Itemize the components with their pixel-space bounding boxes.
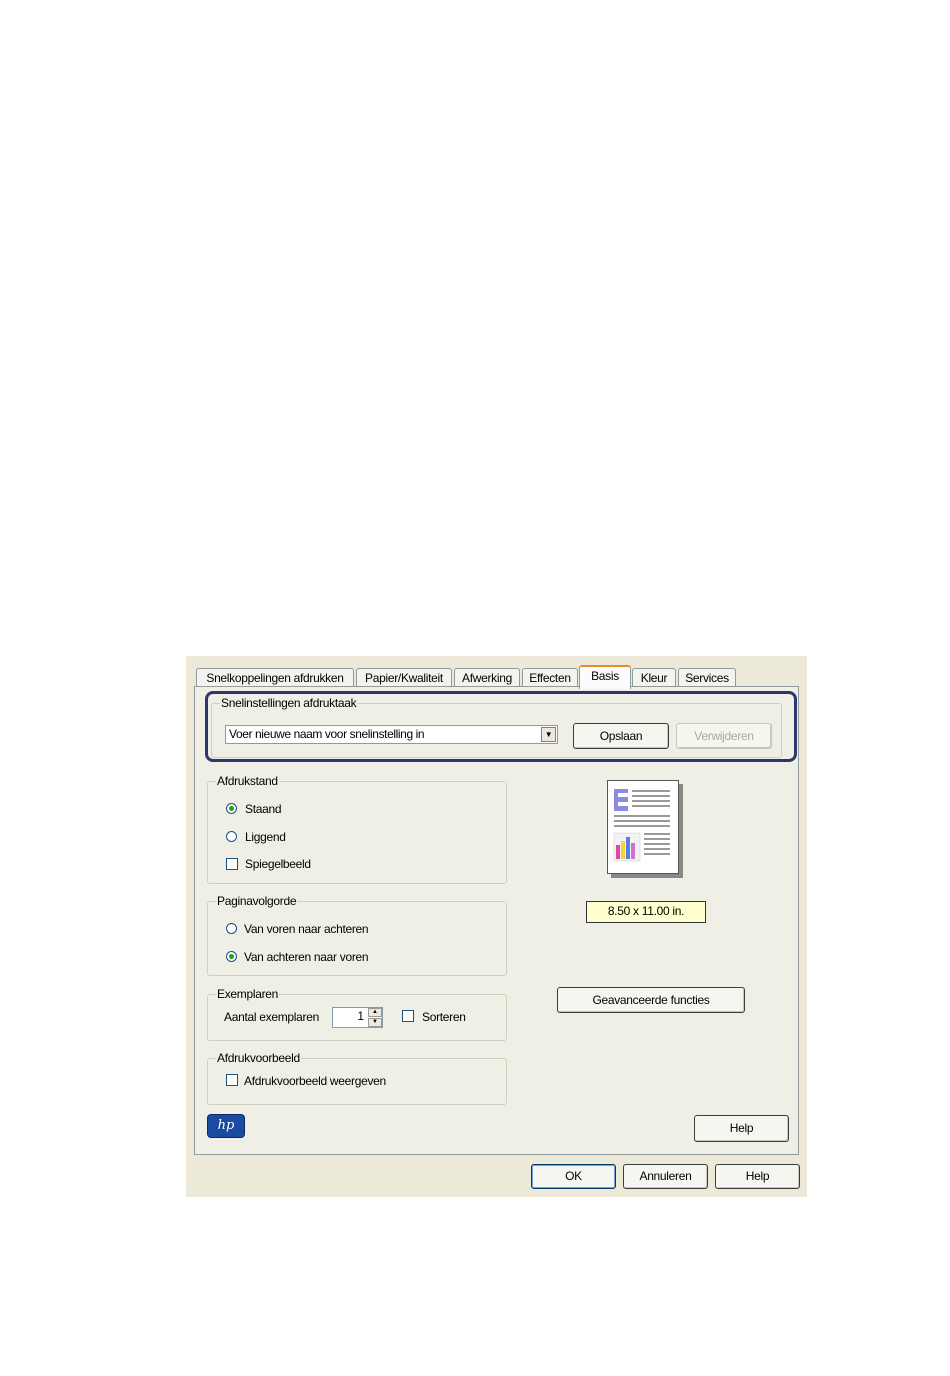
stepper-down-icon[interactable]: ▼ <box>368 1018 382 1027</box>
show-preview-label: Afdrukvoorbeeld weergeven <box>244 1074 386 1088</box>
collate-label: Sorteren <box>422 1010 466 1024</box>
printer-properties-dialog <box>186 656 807 1197</box>
tab-panel-basics <box>194 686 799 1155</box>
page-order-legend: Paginavolgorde <box>217 894 297 908</box>
orientation-legend: Afdrukstand <box>217 774 278 788</box>
tab-paper-quality[interactable]: Papier/Kwaliteit <box>356 668 452 687</box>
quick-settings-combo-value: Voer nieuwe naam voor snelinstelling in <box>229 727 425 741</box>
tab-effects[interactable]: Effecten <box>522 668 578 687</box>
panel-help-button[interactable]: Help <box>694 1115 789 1142</box>
hp-logo: hp <box>207 1114 245 1138</box>
portrait-radio[interactable] <box>226 803 237 814</box>
quick-settings-legend: Snelinstellingen afdruktaak <box>221 696 357 710</box>
copies-count-value: 1 <box>357 1009 364 1023</box>
mirror-image-label: Spiegelbeeld <box>245 857 311 871</box>
copies-legend: Exemplaren <box>217 987 279 1001</box>
copies-count-label: Aantal exemplaren <box>224 1010 319 1024</box>
copies-stepper[interactable] <box>332 1007 383 1028</box>
mirror-image-checkbox[interactable] <box>226 858 238 870</box>
save-button[interactable]: Opslaan <box>573 723 669 749</box>
ok-button[interactable]: OK <box>531 1164 616 1189</box>
tab-finishing[interactable]: Afwerking <box>454 668 520 687</box>
cancel-button[interactable]: Annuleren <box>623 1164 708 1189</box>
collate-checkbox[interactable] <box>402 1010 414 1022</box>
landscape-label: Liggend <box>245 830 286 844</box>
stepper-up-icon[interactable]: ▲ <box>368 1008 382 1017</box>
advanced-features-button[interactable]: Geavanceerde functies <box>557 987 745 1013</box>
quick-settings-combo[interactable] <box>225 725 558 744</box>
front-to-back-label: Van voren naar achteren <box>244 922 369 936</box>
tab-services[interactable]: Services <box>678 668 736 687</box>
help-button[interactable]: Help <box>715 1164 800 1189</box>
document-preview-icon <box>607 780 679 874</box>
portrait-label: Staand <box>245 802 282 816</box>
show-preview-checkbox[interactable] <box>226 1074 238 1086</box>
chevron-down-icon[interactable]: ▼ <box>541 727 556 742</box>
tab-color[interactable]: Kleur <box>632 668 676 687</box>
back-to-front-radio[interactable] <box>226 951 237 962</box>
paper-size-label: 8.50 x 11.00 in. <box>586 901 706 923</box>
back-to-front-label: Van achteren naar voren <box>244 950 369 964</box>
landscape-radio[interactable] <box>226 831 237 842</box>
tab-shortcuts[interactable]: Snelkoppelingen afdrukken <box>196 668 354 687</box>
delete-button[interactable]: Verwijderen <box>676 723 772 749</box>
tab-basics[interactable]: Basis <box>579 665 631 689</box>
print-preview-legend: Afdrukvoorbeeld <box>217 1051 300 1065</box>
document-preview-graphic <box>608 781 678 873</box>
front-to-back-radio[interactable] <box>226 923 237 934</box>
